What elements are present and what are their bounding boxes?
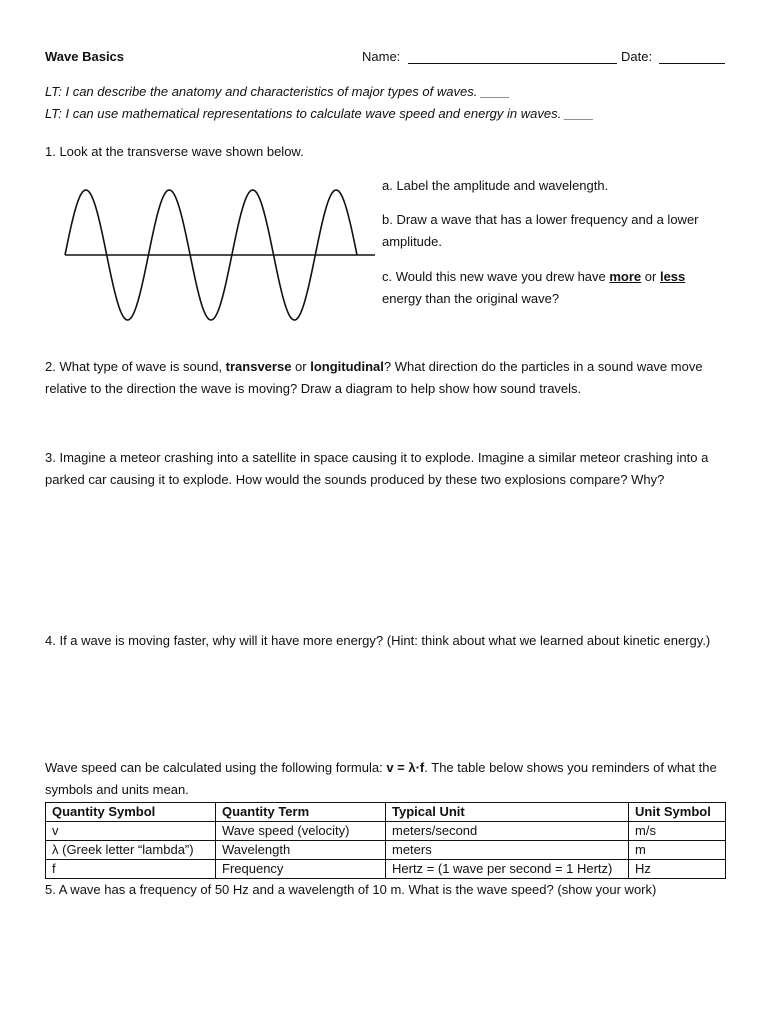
header-quantity-symbol: Quantity Symbol bbox=[46, 803, 216, 822]
wave-speed-formula: v = λ·f bbox=[386, 760, 425, 775]
question-2-pre: 2. What type of wave is sound, bbox=[45, 359, 226, 374]
less-option: less bbox=[659, 269, 686, 284]
name-field-line[interactable] bbox=[408, 63, 617, 64]
question-2 bbox=[45, 356, 725, 400]
learning-target-1: LT: I can describe the anatomy and characteristics of major types of waves. ____ bbox=[45, 84, 510, 99]
header-quantity-term: Quantity Term bbox=[216, 803, 386, 822]
header-unit-symbol: Unit Symbol bbox=[629, 803, 726, 822]
question-4: 4. If a wave is moving faster, why will it have more energy? (Hint: think about what we learned about kinetic energy.) bbox=[45, 633, 711, 648]
cell-term: Wavelength bbox=[216, 841, 386, 860]
question-1-prompt: 1. Look at the transverse wave shown below. bbox=[45, 144, 304, 159]
cell-unit-symbol: m bbox=[629, 841, 726, 860]
worksheet-title: Wave Basics bbox=[45, 49, 125, 64]
question-2-or: or bbox=[291, 359, 311, 374]
formula-intro-pre: Wave speed can be calculated using the following formula: bbox=[45, 760, 387, 775]
question-5: 5. A wave has a frequency of 50 Hz and a wavelength of 10 m. What is the wave speed? (show your work) bbox=[45, 882, 657, 897]
transverse-wave-diagram bbox=[60, 180, 380, 325]
cell-term: Wave speed (velocity) bbox=[216, 822, 386, 841]
question-3: 3. Imagine a meteor crashing into a satellite in space causing it to explode. Imagine a similar meteor crashing into a parked car causing it to explode. How would the sounds produced by these two explosions compare? Why? bbox=[45, 450, 709, 487]
units-table bbox=[45, 802, 726, 879]
name-label: Name: bbox=[362, 49, 401, 64]
table-header-row bbox=[46, 803, 726, 822]
cell-unit-symbol: Hz bbox=[629, 860, 726, 879]
longitudinal-term: longitudinal bbox=[310, 359, 384, 374]
question-1c-post: energy than the original wave? bbox=[382, 291, 560, 306]
learning-target-2: LT: I can use mathematical representations to calculate wave speed and energy in waves. ____ bbox=[45, 106, 594, 121]
more-option: more bbox=[609, 269, 642, 284]
header-typical-unit: Typical Unit bbox=[386, 803, 629, 822]
date-field-line[interactable] bbox=[659, 63, 725, 64]
table-row bbox=[46, 822, 726, 841]
question-2-post: ? What direction do the particles in a sound wave move relative to the direction the wave is moving? Draw a diagram to help show how sound travels. bbox=[45, 359, 703, 396]
cell-symbol: v bbox=[46, 822, 216, 841]
formula-intro bbox=[45, 757, 725, 801]
table-row bbox=[46, 860, 726, 879]
formula-intro-post: . The table below shows you reminders of what the symbols and units mean. bbox=[45, 760, 717, 797]
cell-symbol: λ (Greek letter “lambda”) bbox=[46, 841, 216, 860]
question-1c-pre: c. Would this new wave you drew have bbox=[382, 269, 610, 284]
table-row bbox=[46, 841, 726, 860]
cell-unit: Hertz = (1 wave per second = 1 Hertz) bbox=[386, 860, 629, 879]
cell-unit: meters/second bbox=[386, 822, 629, 841]
cell-term: Frequency bbox=[216, 860, 386, 879]
question-1a: a. Label the amplitude and wavelength. bbox=[382, 178, 609, 193]
transverse-term: transverse bbox=[225, 359, 292, 374]
cell-symbol: f bbox=[46, 860, 216, 879]
question-1b: b. Draw a wave that has a lower frequency and a lower amplitude. bbox=[382, 212, 699, 249]
cell-unit: meters bbox=[386, 841, 629, 860]
question-1c-or: or bbox=[641, 269, 660, 284]
question-1c bbox=[382, 266, 727, 310]
cell-unit-symbol: m/s bbox=[629, 822, 726, 841]
date-label: Date: bbox=[621, 49, 653, 64]
